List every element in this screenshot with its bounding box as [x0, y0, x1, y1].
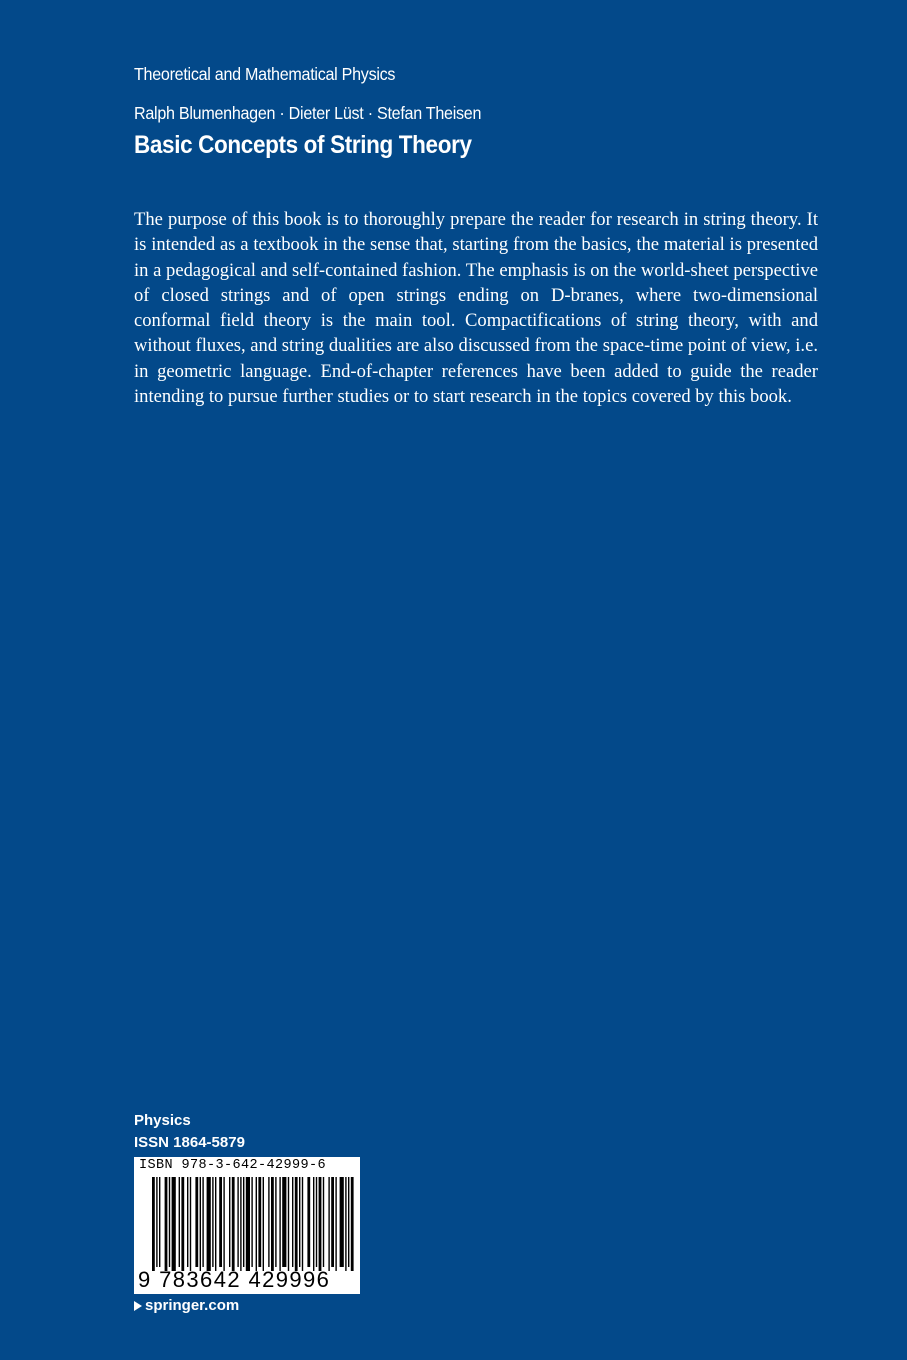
barcode-bar: [246, 1177, 250, 1271]
barcode-bar: [181, 1177, 184, 1271]
barcode-bar: [258, 1177, 261, 1267]
barcode-bar: [200, 1177, 201, 1271]
barcode-bar: [152, 1177, 155, 1271]
barcode-bar: [187, 1177, 188, 1267]
barcode-bar: [345, 1177, 346, 1271]
barcode-bar: [328, 1177, 329, 1271]
barcode-bar: [313, 1177, 314, 1271]
barcode-bar: [271, 1177, 274, 1271]
barcode-bar: [190, 1177, 191, 1271]
barcode-bar: [165, 1177, 168, 1271]
barcode-bar: [302, 1177, 303, 1271]
barcode-bar: [348, 1177, 349, 1267]
barcode-bar: [340, 1177, 344, 1267]
barcode-bar: [169, 1177, 170, 1267]
subject-label: Physics: [134, 1112, 191, 1129]
barcode-bar: [195, 1177, 198, 1267]
book-authors: Ralph Blumenhagen · Dieter Lüst · Stefan Theisen: [134, 103, 482, 123]
barcode-bar: [331, 1177, 334, 1267]
barcode-bar: [232, 1177, 235, 1271]
barcode-bar: [240, 1177, 241, 1271]
barcode-bar: [299, 1177, 300, 1267]
barcode-bar: [282, 1177, 286, 1267]
barcode-bar: [159, 1177, 160, 1267]
barcode-bar: [256, 1177, 257, 1271]
barcode-bar: [237, 1177, 238, 1267]
barcode-bar: [223, 1177, 224, 1271]
barcode: [134, 1157, 360, 1294]
publisher-link[interactable]: [134, 1297, 239, 1314]
barcode-bar: [172, 1177, 176, 1271]
issn-label: ISSN 1864-5879: [134, 1134, 245, 1151]
barcode-digits: 9 783642 429996: [138, 1267, 331, 1292]
barcode-bar: [319, 1177, 322, 1271]
barcode-bar: [156, 1177, 157, 1267]
isbn-label: ISBN 978-3-642-42999-6: [139, 1158, 327, 1173]
barcode-bar: [307, 1177, 310, 1267]
book-title: Basic Concepts of String Theory: [134, 131, 472, 159]
barcode-bar: [215, 1177, 216, 1271]
publisher-url: springer.com: [145, 1297, 240, 1314]
barcode-bar: [323, 1177, 324, 1267]
barcode-bar: [212, 1177, 213, 1267]
barcode-bar: [279, 1177, 280, 1271]
barcode-bar: [243, 1177, 244, 1267]
barcode-bar: [292, 1177, 293, 1267]
barcode-bar: [179, 1177, 180, 1267]
book-description: The purpose of this book is to thoroughly prepare the reader for research in string theory. It is intended as a textbook in the sense that, starting from the basics, the material is presented in a pedagogical and self-contained fashion. The emphasis is on the world-sheet perspective of closed strings and of open strings ending on D-branes, where two-dimensional conformal field theory is the main tool. Compactifications of string theory, with and without fluxes, and string dualities are also discussed from the space-time point of view, i.e. in geometric language. End-of-chapter references have been added to guide the reader intending to pursue further studies or to start research in the topics covered by this book.: [134, 209, 818, 408]
barcode-bar: [219, 1177, 222, 1267]
series-title: Theoretical and Mathematical Physics: [134, 64, 396, 84]
barcode-bar: [207, 1177, 211, 1271]
barcode-bar: [229, 1177, 230, 1267]
barcode-bar: [263, 1177, 264, 1271]
arrow-right-icon: [134, 1301, 142, 1311]
barcode-bar: [335, 1177, 336, 1271]
barcode-bar: [268, 1177, 269, 1267]
subject-block: [134, 1110, 245, 1154]
barcode-bar: [275, 1177, 276, 1267]
barcode-bar: [251, 1177, 252, 1267]
barcode-bar: [288, 1177, 289, 1271]
barcode-bar: [316, 1177, 317, 1267]
barcode-bar: [202, 1177, 203, 1267]
barcode-bar: [295, 1177, 298, 1271]
barcode-bar: [351, 1177, 354, 1271]
barcode-bars: [134, 1175, 360, 1271]
